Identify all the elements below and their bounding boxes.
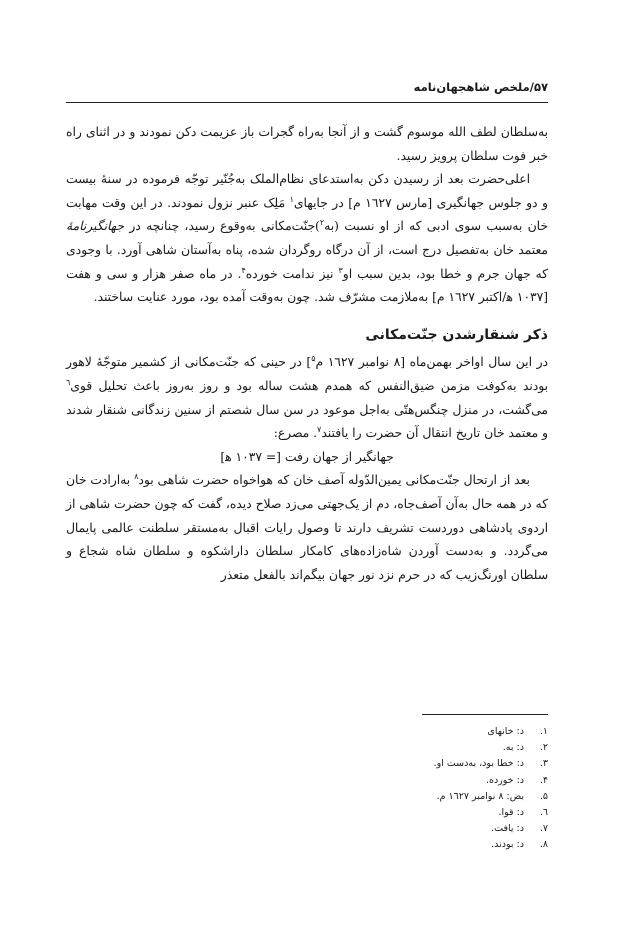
footnote-item: ٦.د: قوا. [498, 807, 548, 819]
body-text [66, 121, 548, 587]
book-title: جهانگیرنامۀ [66, 219, 125, 234]
footnote-ref-4[interactable]: ۴ [241, 265, 246, 275]
paragraph-4: بعد از ارتحال جنّت‌مکانی یمین‌الدّوله آصف خان که هواخواه حضرت شاهی بود$^۸$ به‌ارادت خان که در همه حال به‌آن آصف‌جاه، دم از یک‌جهتی می‌زد صلاح دیده، گفت که چون حضرت شاهی از اردوی پادشاهی دوردست تشریف دارند تا وصول رایات اقبال به‌مستقر سلطنت عالمی پایمال می‌گردد. و به‌دست آوردن شاه‌زاده‌های کامکار سلطان داراشکوه و سلطان شاه شجاع و سلطان اورنگ‌زیب که در حرم نزد نور جهان بیگم‌اند بالفعل متعذر [66, 472, 548, 582]
footnote-ref-6[interactable]: ٦ [66, 377, 71, 387]
footnote-item: ۸.د: بودند. [491, 839, 548, 851]
paragraph-1: به‌سلطان لطف الله موسوم گشت و از آنجا به‌راه گجرات باز عزیمت دکن نمودند و در اثنای راه خبر فوت سلطان پرویز رسید. [66, 125, 548, 163]
footnote-item: ۱.د: خانهای [487, 726, 548, 737]
footnote-item: ۲.د: به. [502, 742, 548, 754]
header-rule [66, 102, 548, 103]
footnote-ref-7[interactable]: ۷ [317, 425, 322, 435]
footnotes [66, 724, 548, 854]
paragraph-2: اعلی‌حضرت بعد از رسیدن دکن به‌استدعای نظام‌الملک به‌جُنّیر توجّه فرموده در سنۀ بیست و دو جلوس جهانگیری [مارس ۱٦۲۷ م] در جایهای$^۱$ مَلِک عنبر نزول نمودند. در این وقت مهابت خان به‌سبب سوی ادبی که از او نسبت (به$^۲$)جنّت‌مکانی به‌وقوع رسید، چنانچه در جهانگیرنامۀ معتمد خان به‌تفصیل درج است، از آن درگاه روگردان شده، پناه به‌آستان شاهی آورد. با وجودی که جهان جرم و خطا بود، بدین سبب او$^۳$ نیز ندامت خورده$^۴$. در ماه صفر هزار و سی و هفت [۱۰۳۷ ﻫ/اکتبر ۱٦۲۷ م] به‌ملازمت مشرّف شد. چون به‌وقت آمده بود، مورد عنایت ساختند. [66, 172, 548, 305]
footnote-ref-5[interactable]: ۵ [311, 354, 316, 364]
footnote-item: ۳.د: خطا بود، به‌دست او. [433, 758, 548, 770]
verse-line: جهانگیر از جهان رفت [= ۱۰۳۷ ﻫ] [220, 449, 394, 464]
footnote-ref-3[interactable]: ۳ [338, 265, 343, 275]
footnote-ref-2[interactable]: ۲ [319, 218, 325, 228]
footnote-rule [422, 714, 548, 715]
footnote-item: ۴.د: خورده. [485, 774, 548, 786]
footnote-item: ۵.بض: ۸ نوامبر ۱٦۲۷ م. [436, 790, 548, 802]
paragraph-3: در این سال اواخر بهمن‌ماه [۸ نوامبر ۱٦۲۷ م$^۵$] در حینی که جنّت‌مکانی از کشمیر متوجّهٔ لاهور بودند به‌کوفت مزمن ضیق‌النفس که همدم هشت ساله بود و روز به‌روز باعث تحلیل قوی$^٦$ می‌گشت، در منزل چنگس‌هتّی به‌اجل موعود در سن سال شصتم از سنین زندگانی شنقار شدند و معتمد خان تاریخ انتقال آن حضرت را یافتند$^۷$. مصرع: [66, 354, 548, 441]
page [66, 0, 548, 946]
running-header: ۵۷/ملخص شاهجهان‌نامه [413, 80, 548, 94]
section-heading: ذکر شنقارشدن جنّت‌مکانی [365, 326, 548, 343]
footnote-item: ۷.د: یافت. [491, 823, 548, 835]
footnote-ref-1[interactable]: ۱ [289, 194, 294, 204]
footnote-ref-8[interactable]: ۸ [134, 472, 139, 482]
